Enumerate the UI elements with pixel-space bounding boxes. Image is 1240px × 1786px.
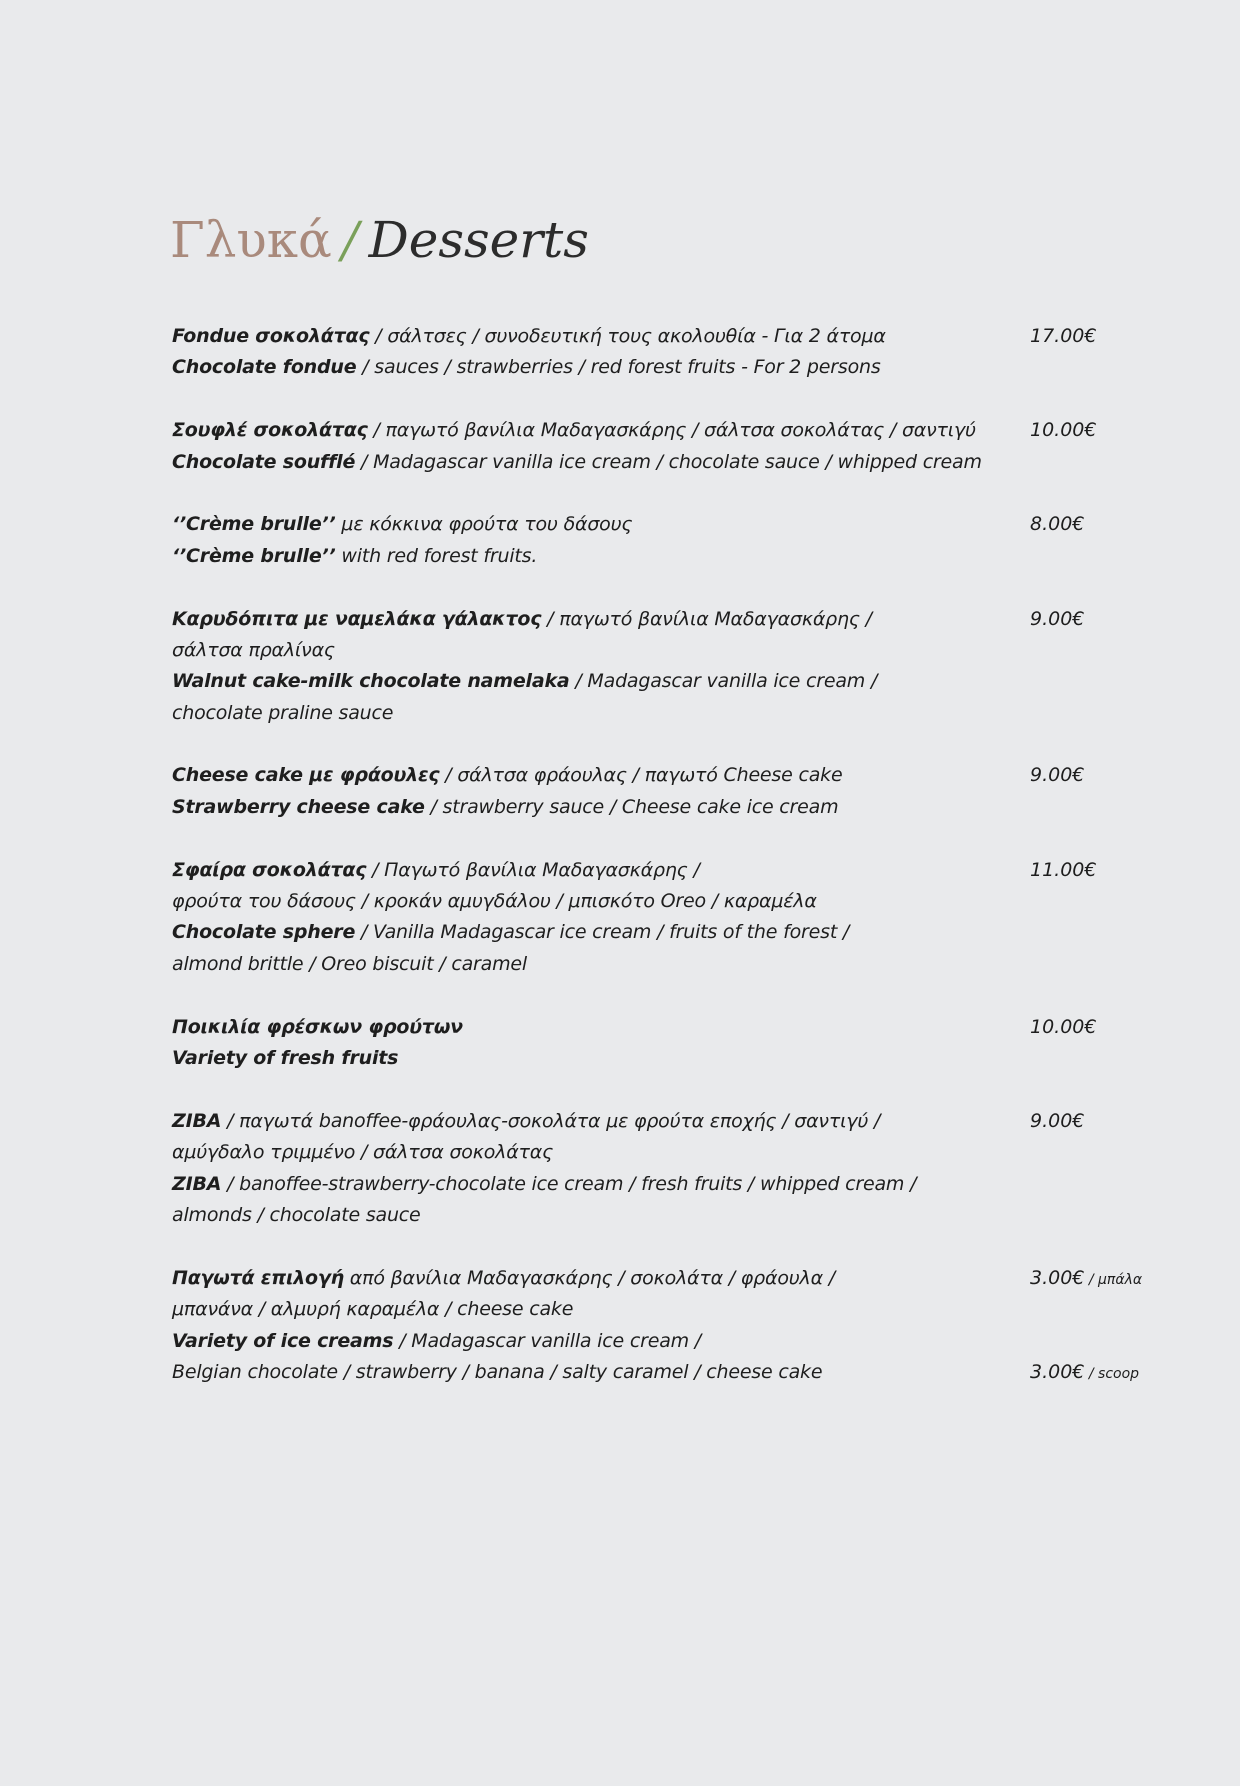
item-price bbox=[1030, 509, 1084, 542]
item-name: Strawberry cheese cake bbox=[172, 795, 425, 818]
item-description: chocolate praline sauce bbox=[172, 701, 394, 724]
menu-item bbox=[172, 1106, 1212, 1232]
price-unit: / scoop bbox=[1084, 1365, 1140, 1382]
page-title bbox=[170, 205, 589, 275]
item-line bbox=[172, 321, 992, 352]
item-description: φρούτα του δάσους / κροκάν αμυγδάλου / μπισκότο Oreo / καραμέλα bbox=[172, 890, 817, 913]
item-description: / παγωτά banoffee-φράουλας-σοκολάτα με φρούτα εποχής / σαντιγύ / bbox=[221, 1109, 881, 1132]
price-value: 9.00€ bbox=[1030, 607, 1085, 630]
item-line bbox=[172, 1200, 992, 1231]
item-description: / Παγωτό βανίλια Μαδαγασκάρης / bbox=[366, 858, 700, 881]
item-name: Cheese cake με φράουλες bbox=[172, 764, 440, 787]
item-description: σάλτσα πραλίνας bbox=[172, 638, 335, 661]
item-name: ZIBA bbox=[172, 1109, 222, 1132]
item-line bbox=[172, 509, 992, 540]
item-line bbox=[172, 698, 992, 729]
menu-item bbox=[172, 760, 1212, 823]
item-line bbox=[172, 1169, 992, 1200]
item-description: almonds / chocolate sauce bbox=[172, 1203, 421, 1226]
menu-item bbox=[172, 1012, 1212, 1075]
item-description: από βανίλια Μαδαγασκάρης / σοκολάτα / φράουλα / bbox=[343, 1266, 835, 1289]
title-separator: / bbox=[341, 211, 359, 269]
item-line bbox=[172, 1263, 992, 1294]
item-name: Σφαίρα σοκολάτας bbox=[172, 858, 367, 881]
menu-item bbox=[172, 509, 1212, 572]
item-price bbox=[1030, 760, 1084, 793]
price-value: 3.00€ bbox=[1030, 1266, 1085, 1289]
item-name: Chocolate soufflé bbox=[172, 450, 356, 473]
price-unit: / μπάλα bbox=[1084, 1271, 1143, 1288]
price-value: 8.00€ bbox=[1030, 513, 1085, 536]
item-description: with red forest fruits. bbox=[335, 544, 538, 567]
item-line bbox=[172, 1106, 992, 1137]
item-name: Fondue σοκολάτας bbox=[172, 325, 370, 347]
item-line bbox=[172, 352, 992, 383]
item-line bbox=[172, 604, 992, 635]
menu-item bbox=[172, 1263, 1212, 1389]
item-name: ‘’Crème brulle’’ bbox=[172, 544, 336, 567]
title-english: Desserts bbox=[368, 211, 589, 269]
item-price bbox=[1030, 415, 1096, 448]
item-line bbox=[172, 886, 992, 917]
item-price bbox=[1030, 321, 1096, 354]
item-description: / σάλτσες / συνοδευτική τους ακολουθία - Για 2 άτομα bbox=[369, 325, 886, 347]
item-line bbox=[172, 1137, 992, 1168]
item-price bbox=[1030, 1263, 1142, 1296]
menu-item bbox=[172, 855, 1212, 981]
item-description: μπανάνα / αλμυρή καραμέλα / cheese cake bbox=[172, 1298, 574, 1321]
item-line bbox=[172, 917, 992, 948]
item-name: Παγωτά επιλογή bbox=[172, 1266, 344, 1289]
item-description: / σάλτσα φράουλας / παγωτό Cheese cake bbox=[439, 764, 843, 787]
item-description: / banoffee-strawberry-chocolate ice cream / fresh fruits / whipped cream / bbox=[221, 1172, 917, 1195]
item-name: Variety of fresh fruits bbox=[172, 1046, 399, 1069]
title-greek: Γλυκά bbox=[170, 211, 332, 269]
item-description: με κόκκινα φρούτα του δάσους bbox=[335, 513, 633, 536]
item-name: ZIBA bbox=[172, 1172, 222, 1195]
price-value: 3.00€ bbox=[1030, 1360, 1085, 1383]
item-name: Ποικιλία φρέσκων φρούτων bbox=[172, 1015, 463, 1038]
menu-item bbox=[172, 415, 1212, 478]
item-price bbox=[1030, 1357, 1139, 1390]
price-value: 9.00€ bbox=[1030, 764, 1085, 787]
item-line bbox=[172, 541, 992, 572]
item-line bbox=[172, 1012, 992, 1043]
item-line bbox=[172, 1357, 992, 1388]
item-name: Chocolate fondue bbox=[172, 356, 357, 379]
item-description: / Madagascar vanilla ice cream / bbox=[393, 1329, 701, 1352]
item-description: / sauces / strawberries / red forest fruits - For 2 persons bbox=[356, 356, 881, 379]
item-line bbox=[172, 447, 992, 478]
item-description: αμύγδαλο τριμμένο / σάλτσα σοκολάτας bbox=[172, 1141, 554, 1164]
item-line bbox=[172, 1294, 992, 1325]
item-description: / Madagascar vanilla ice cream / chocolate sauce / whipped cream bbox=[355, 450, 982, 473]
menu-item bbox=[172, 321, 1212, 384]
item-line bbox=[172, 760, 992, 791]
item-description: / παγωτό βανίλια Μαδαγασκάρης / σάλτσα σοκολάτας / σαντιγύ bbox=[367, 419, 976, 442]
item-price bbox=[1030, 855, 1096, 888]
item-line bbox=[172, 1043, 992, 1074]
item-line bbox=[172, 415, 992, 446]
item-description: / παγωτό βανίλια Μαδαγασκάρης / bbox=[541, 607, 872, 630]
price-value: 17.00€ bbox=[1030, 325, 1097, 347]
item-name: Chocolate sphere bbox=[172, 921, 356, 944]
item-name: ‘’Crème brulle’’ bbox=[172, 513, 336, 536]
price-value: 11.00€ bbox=[1030, 858, 1097, 881]
menu-item bbox=[172, 604, 1212, 730]
item-price bbox=[1030, 604, 1084, 637]
item-line bbox=[172, 855, 992, 886]
item-name: Σουφλέ σοκολάτας bbox=[172, 419, 368, 442]
item-line bbox=[172, 666, 992, 697]
item-name: Walnut cake-milk chocolate namelaka bbox=[172, 670, 570, 693]
item-name: Καρυδόπιτα με ναμελάκα γάλακτος bbox=[172, 607, 542, 630]
item-line bbox=[172, 949, 992, 980]
item-line bbox=[172, 792, 992, 823]
item-name: Variety of ice creams bbox=[172, 1329, 394, 1352]
item-line bbox=[172, 1326, 992, 1357]
item-description: Belgian chocolate / strawberry / banana / salty caramel / cheese cake bbox=[172, 1360, 823, 1383]
item-description: / strawberry sauce / Cheese cake ice cream bbox=[424, 795, 839, 818]
price-value: 10.00€ bbox=[1030, 419, 1097, 442]
item-price bbox=[1030, 1106, 1084, 1139]
item-price bbox=[1030, 1012, 1096, 1045]
dessert-menu bbox=[172, 321, 1212, 1420]
price-value: 9.00€ bbox=[1030, 1109, 1085, 1132]
item-description: / Madagascar vanilla ice cream / bbox=[569, 670, 878, 693]
price-value: 10.00€ bbox=[1030, 1015, 1097, 1038]
item-description: almond brittle / Oreo biscuit / caramel bbox=[172, 952, 527, 975]
item-description: / Vanilla Madagascar ice cream / fruits of the forest / bbox=[355, 921, 850, 944]
item-line bbox=[172, 635, 992, 666]
